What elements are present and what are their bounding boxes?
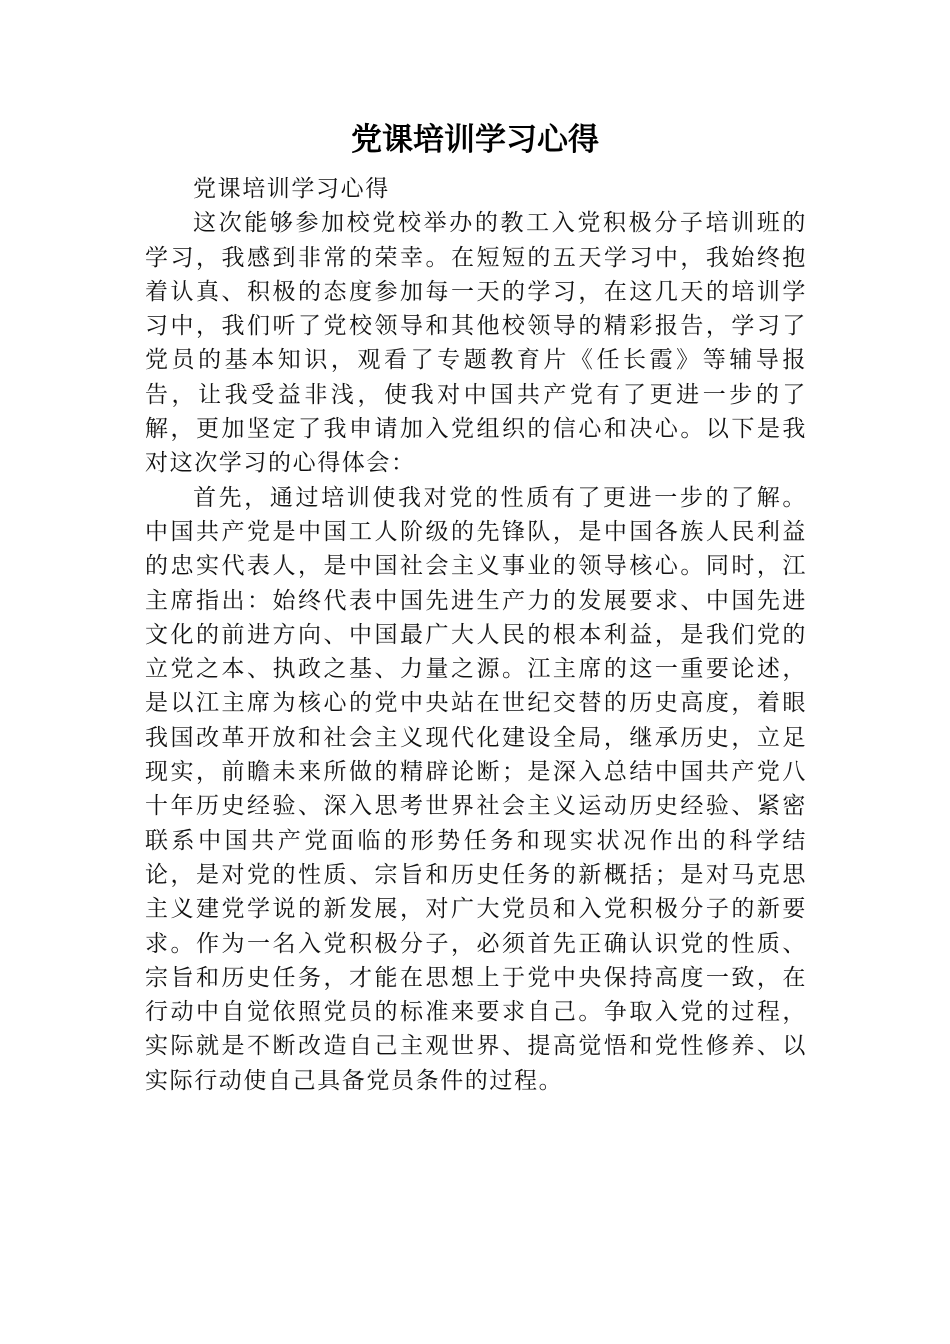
subtitle-paragraph: 党课培训学习心得 [193, 176, 390, 202]
intro-paragraph: 这次能够参加校党校举办的教工入党积极分子培训班的学习，我感到非常的荣幸。在短短的五天学习中，我始终抱着认真、积极的态度参加每一天的学习，在这几天的培训学习中，我们听了党校领导和其他校领导的精彩报告，学习了党员的基本知识，观看了专题教育片《任长霞》等辅导报告，让我受益非浅，使我对中国共产党有了更进一步的了解，更加坚定了我申请加入党组织的信心和决心。以下是我对这次学习的心得体会： [145, 210, 807, 477]
document-title: 党课培训学习心得 [351, 122, 599, 158]
first-point-paragraph: 首先，通过培训使我对党的性质有了更进一步的了解。中国共产党是中国工人阶级的先锋队，是中国各族人民利益的忠实代表人，是中国社会主义事业的领导核心。同时，江主席指出：始终代表中国先进生产力的发展要求、中国先进文化的前进方向、中国最广大人民的根本利益，是我们党的立党之本、执政之基、力量之源。江主席的这一重要论述，是以江主席为核心的党中央站在世纪交替的历史高度，着眼我国改革开放和社会主义现代化建设全局，继承历史，立足现实，前瞻未来所做的精辟论断；是深入总结中国共产党八十年历史经验、深入思考世界社会主义运动历史经验、紧密联系中国共产党面临的形势任务和现实状况作出的科学结论，是对党的性质、宗旨和历史任务的新概括；是对马克思主义建党学说的新发展，对广大党员和入党积极分子的新要求。作为一名入党积极分子，必须首先正确认识党的性质、宗旨和历史任务，才能在思想上于党中央保持高度一致，在行动中自觉依照党员的标准来要求自己。争取入党的过程，实际就是不断改造自己主观世界、提高觉悟和党性修养、以实际行动使自己具备党员条件的过程。 [145, 484, 807, 1094]
document-body [145, 172, 807, 1098]
